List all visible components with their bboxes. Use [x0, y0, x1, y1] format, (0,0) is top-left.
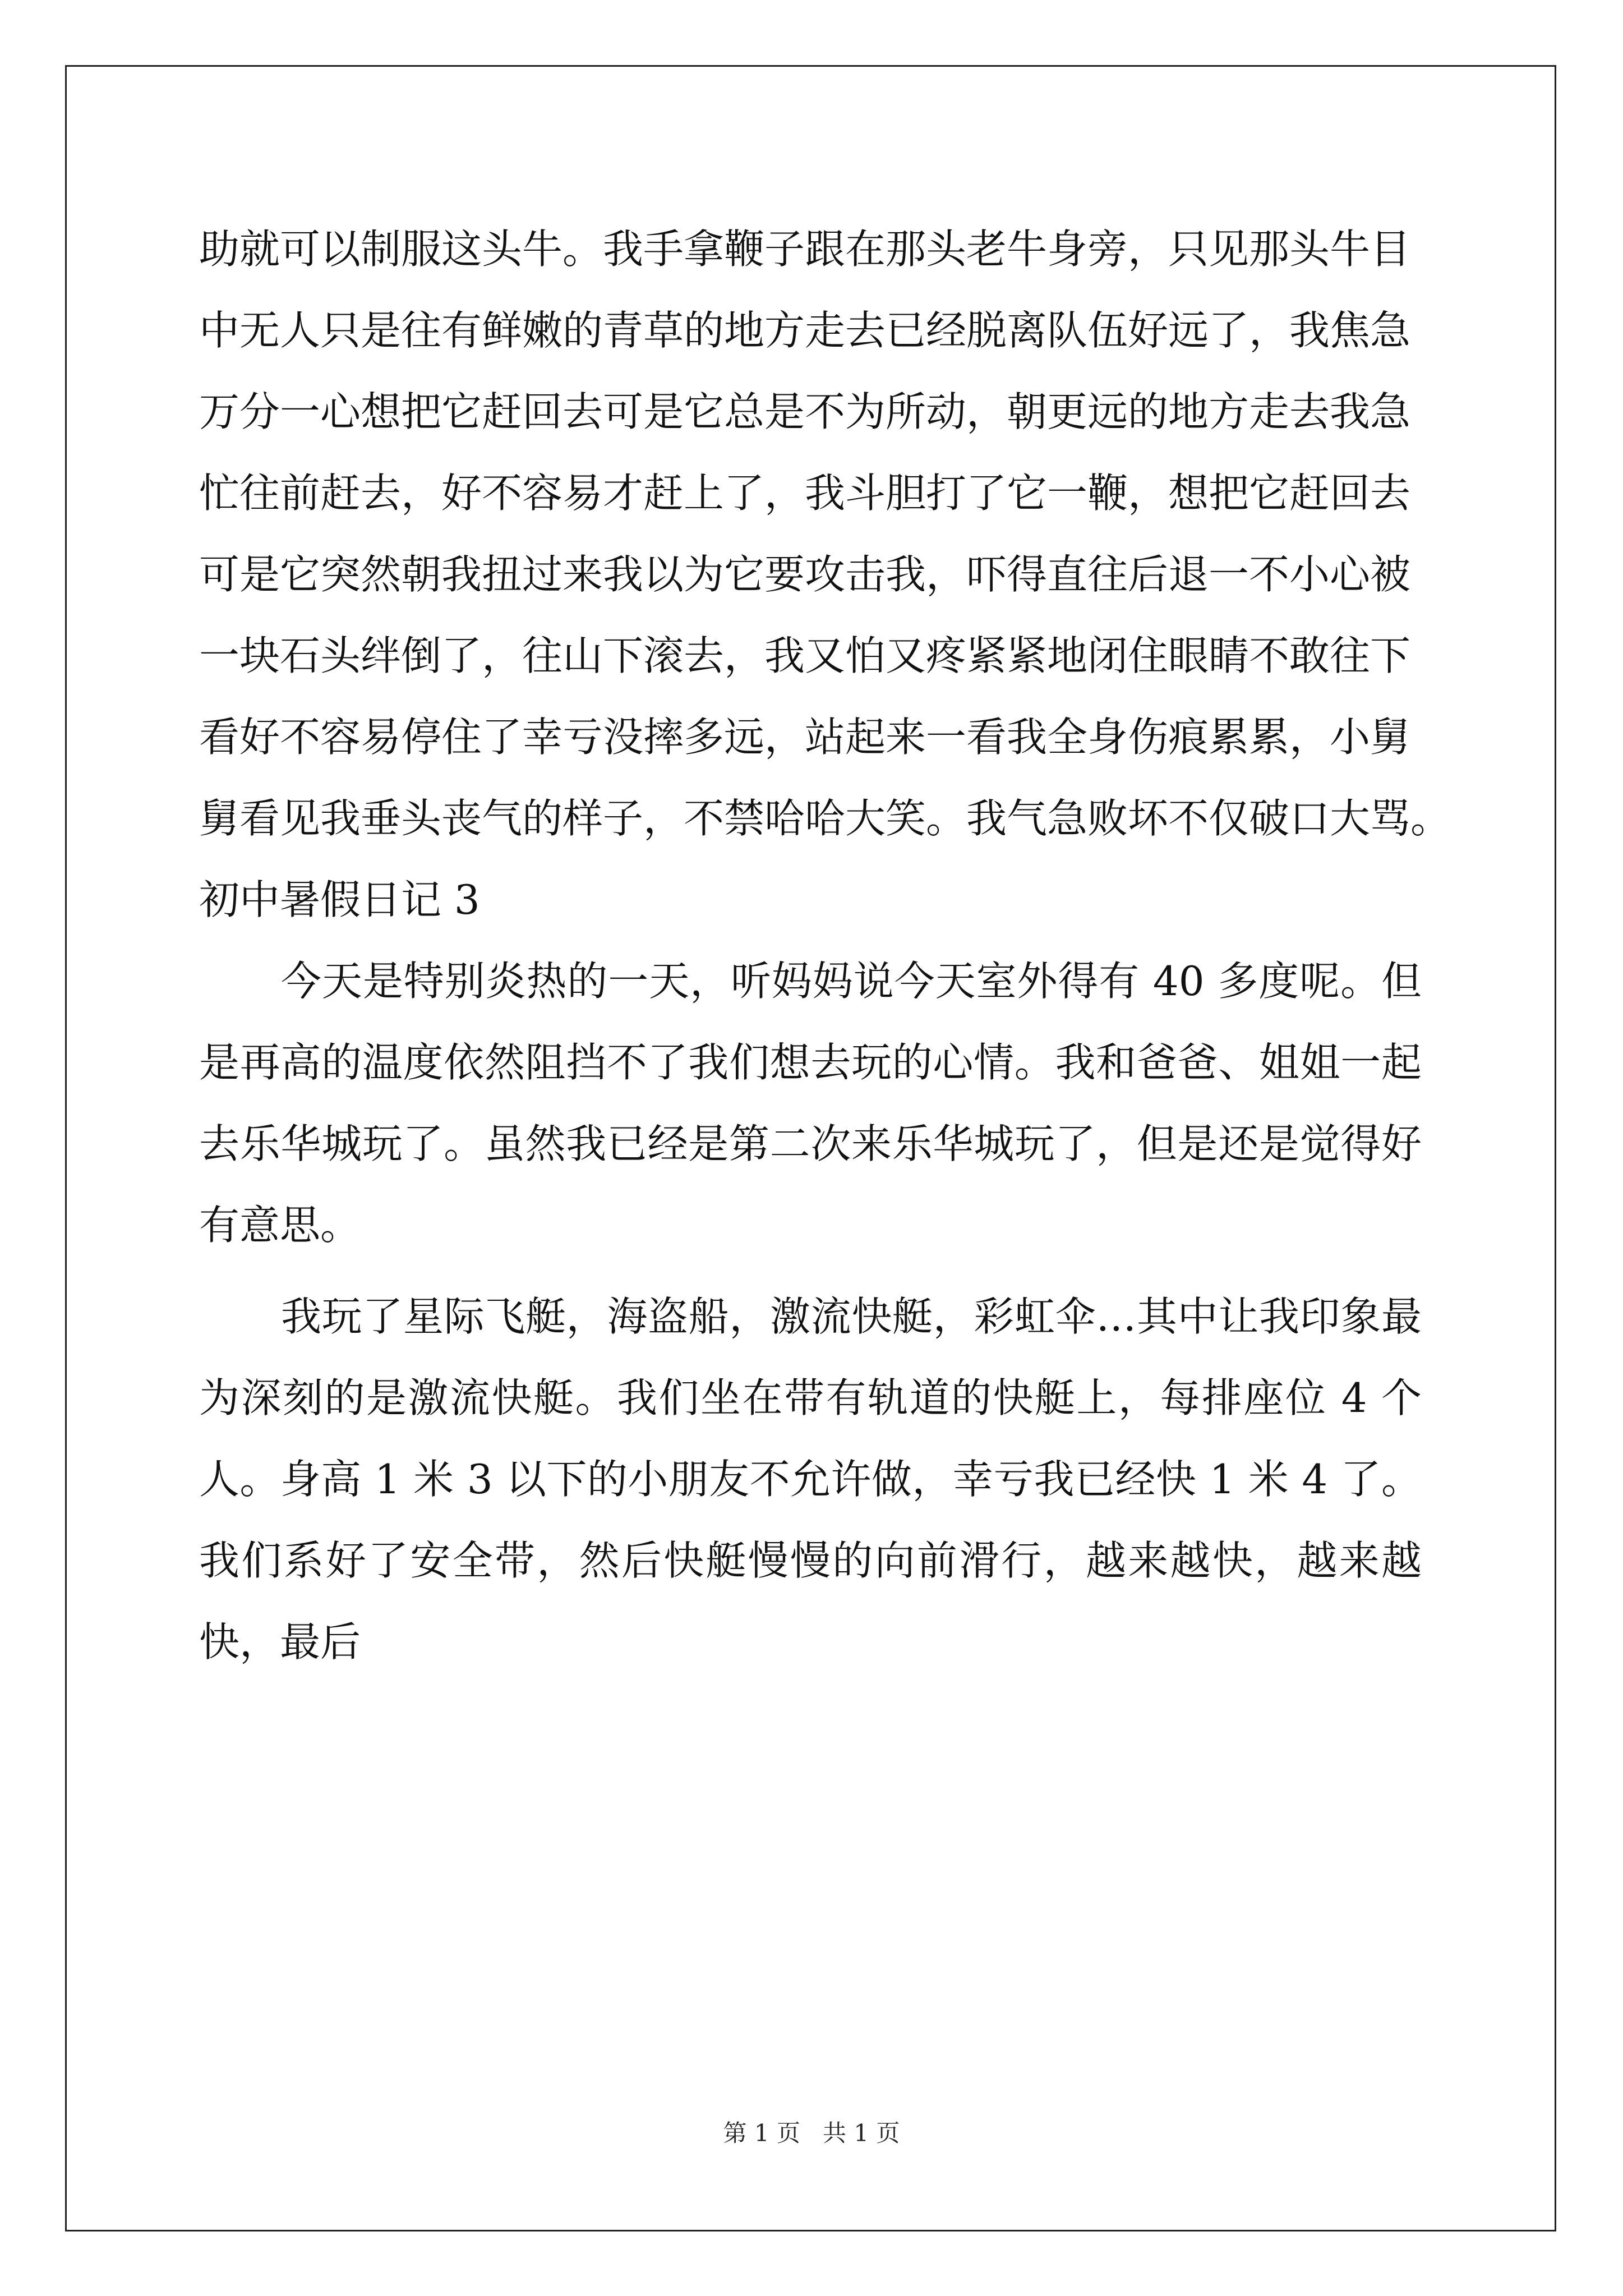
paragraph: 今天是特别炎热的一天，听妈妈说今天室外得有 40 多度呢。但是再高的温度依然阻挡不了我们想去玩的心情。我和爸爸、姐姐一起去乐华城玩了。虽然我已经是第二次来乐华城玩了，但是还是觉得好有意思。 [199, 958, 1422, 1249]
document-body [199, 209, 1451, 1693]
text-line: 舅看见我垂头丧气的样子，不禁哈哈大笑。我气急败坏不仅破口大骂。 [199, 795, 1451, 842]
text-line: 看好不容易停住了幸亏没摔多远，站起来一看我全身伤痕累累，小舅 [199, 714, 1411, 761]
paragraph: 我玩了星际飞艇，海盗船，激流快艇，彩虹伞…其中让我印象最为深刻的是激流快艇。我们坐在带有轨道的快艇上，每排座位 4 个人。身高 1 米 3 以下的小朋友不允许做，幸亏我已经快 1 米 4 了。我们系好了安全带，然后快艇慢慢的向前滑行，越来越快，越来越快，最后 [199, 1293, 1422, 1665]
text-line: 忙往前赶去，好不容易才赶上了，我斗胆打了它一鞭，想把它赶回去 [199, 470, 1411, 517]
text-line: 助就可以制服这头牛。我手拿鞭子跟在那头老牛身旁，只见那头牛目 [199, 226, 1411, 273]
section-heading: 初中暑假日记 3 [199, 876, 480, 923]
text-line: 中无人只是往有鲜嫩的青草的地方走去已经脱离队伍好远了，我焦急 [199, 307, 1411, 354]
page-total: 共 1 页 [823, 2119, 900, 2147]
page-number: 第 1 页 [723, 2119, 800, 2147]
text-line: 一块石头绊倒了，往山下滚去，我又怕又疼紧紧地闭住眼睛不敢往下 [199, 632, 1411, 679]
text-line: 万分一心想把它赶回去可是它总是不为所动，朝更远的地方走去我急 [199, 388, 1411, 435]
text-line: 可是它突然朝我扭过来我以为它要攻击我，吓得直往后退一不小心被 [199, 551, 1411, 598]
page-footer [0, 2115, 1623, 2148]
